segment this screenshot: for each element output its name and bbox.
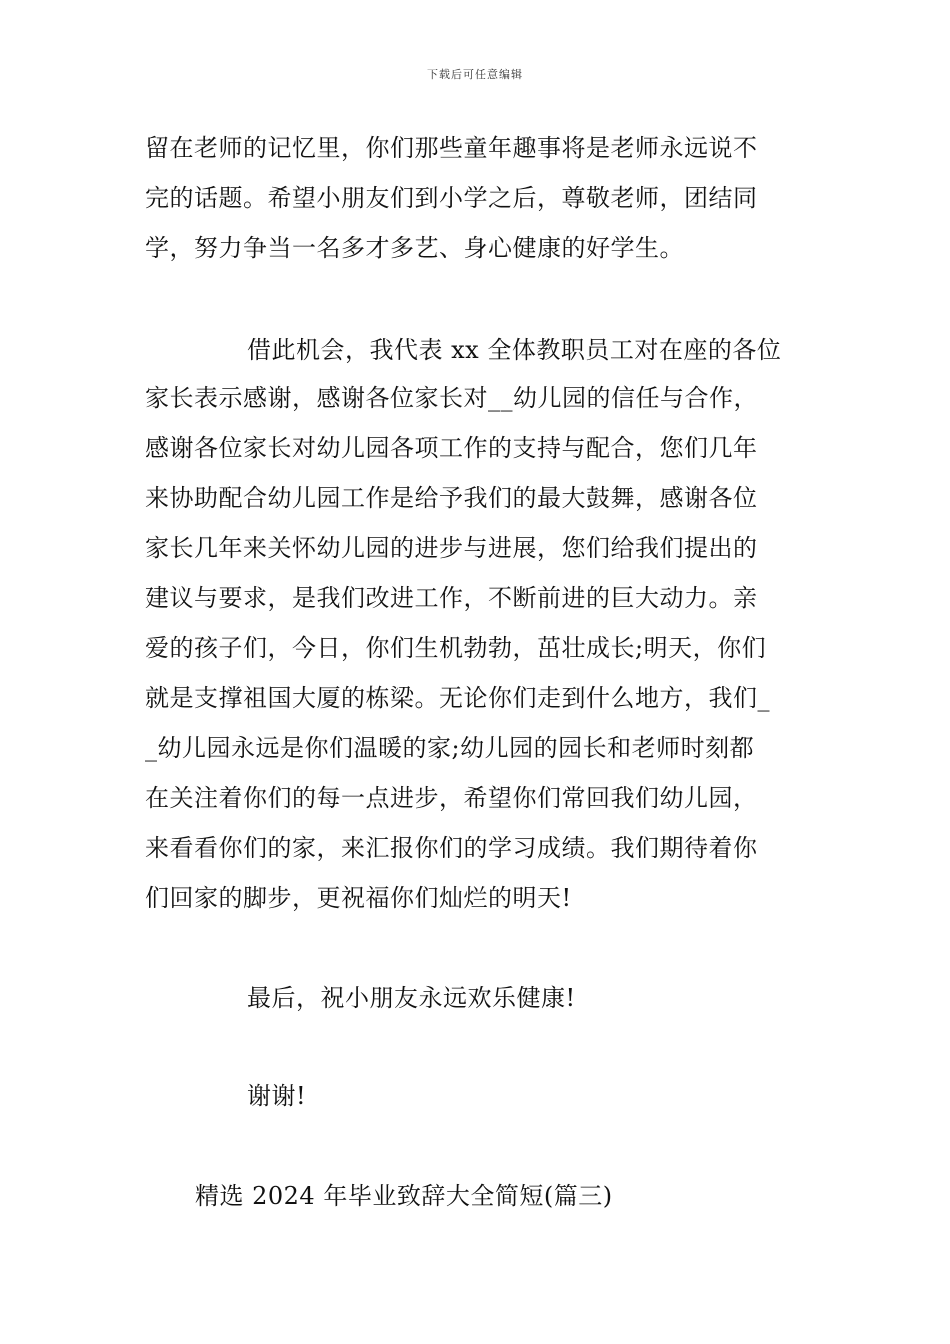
- paragraph-2-line: 感谢各位家长对幼儿园各项工作的支持与配合，您们几年: [145, 434, 758, 462]
- paragraph-2-line: 就是支撑祖国大厦的栋梁。无论你们走到什么地方，我们_: [145, 684, 770, 712]
- paragraph-2-line: 来看看你们的家，来汇报你们的学习成绩。我们期待着你: [145, 834, 758, 862]
- paragraph-2-line: 借此机会，我代表 xx 全体教职员工对在座的各位: [247, 336, 782, 364]
- closing-line: 最后，祝小朋友永远欢乐健康!: [247, 984, 576, 1012]
- paragraph-2-line: 爱的孩子们，今日，你们生机勃勃，茁壮成长;明天，你们: [145, 634, 767, 662]
- paragraph-2-line: _幼儿园永远是你们温暖的家;幼儿园的园长和老师时刻都: [145, 734, 755, 762]
- paragraph-2-line: 来协助配合幼儿园工作是给予我们的最大鼓舞，感谢各位: [145, 484, 758, 512]
- page-header: 下载后可任意编辑: [427, 68, 523, 81]
- thanks-line: 谢谢!: [247, 1082, 307, 1110]
- paragraph-2-line: 们回家的脚步，更祝福你们灿烂的明天!: [145, 884, 572, 912]
- paragraph-2-line: 家长表示感谢，感谢各位家长对__幼儿园的信任与合作，: [145, 384, 758, 412]
- paragraph-1-line: 学，努力争当一名多才多艺、身心健康的好学生。: [145, 234, 684, 262]
- section-title: 精选 2024 年毕业致辞大全简短(篇三): [195, 1182, 613, 1210]
- paragraph-2-line: 家长几年来关怀幼儿园的进步与进展，您们给我们提出的: [145, 534, 758, 562]
- paragraph-2-line: 在关注着你们的每一点进步，希望你们常回我们幼儿园，: [145, 784, 758, 812]
- paragraph-1-line: 留在老师的记忆里，你们那些童年趣事将是老师永远说不: [145, 134, 758, 162]
- paragraph-1-line: 完的话题。希望小朋友们到小学之后，尊敬老师，团结同: [145, 184, 758, 212]
- paragraph-2-line: 建议与要求，是我们改进工作，不断前进的巨大动力。亲: [145, 584, 758, 612]
